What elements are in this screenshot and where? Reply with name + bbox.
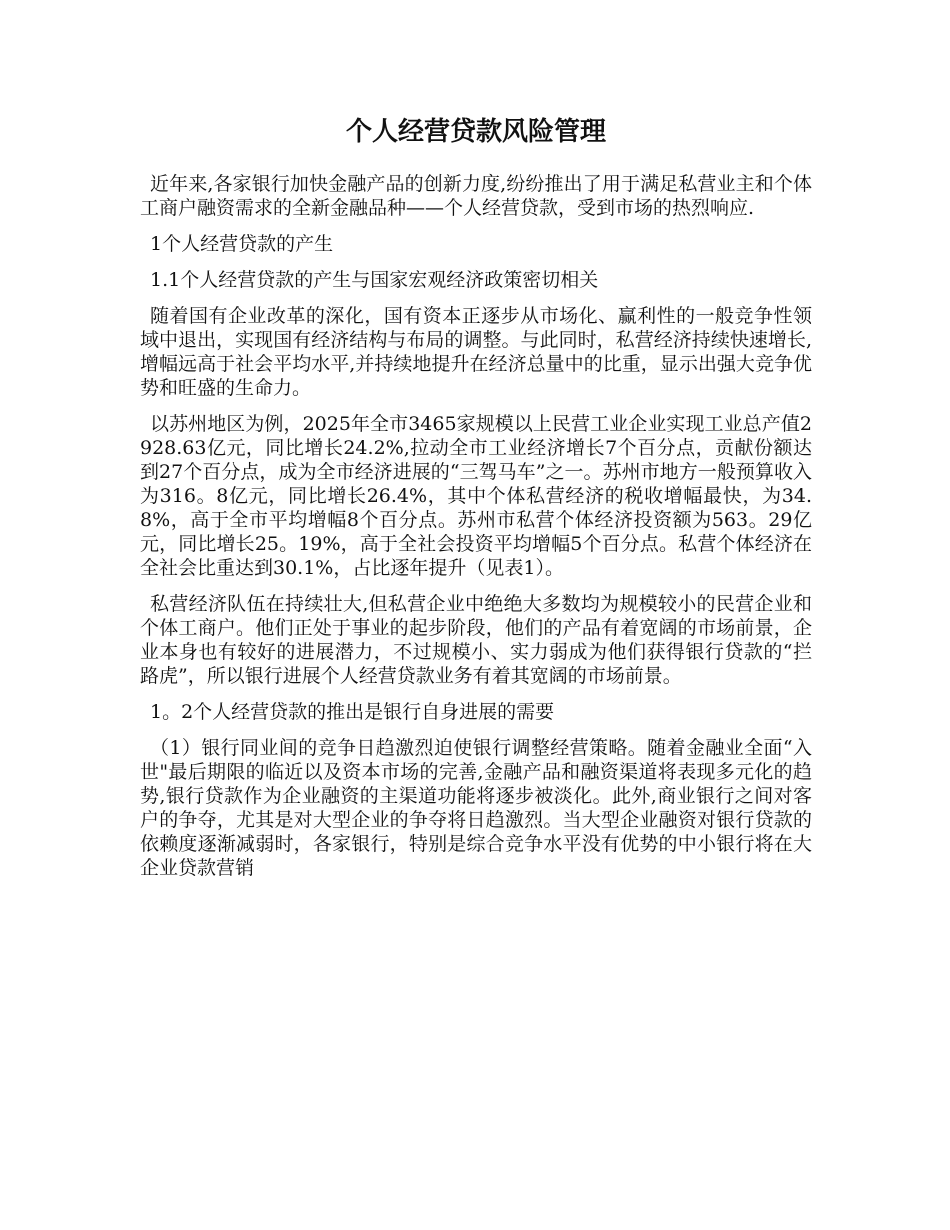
paragraph-suzhou: 以苏州地区为例，2025年全市3465家规模以上民营工业企业实现工业总产值2928.63亿元，同比增长24.2%,拉动全市工业经济增长7个百分点，贡献份额达到27个百分点，成为全市经济进展的“三驾马车”之一。苏州市地方一般预算收入为316。8亿元，同比增长26.4%，其中个体私营经济的税收增幅最快，为34.8%，高于全市平均增幅8个百分点。苏州市私营个体经济投资额为563。29亿元，同比增长25。19%，高于全社会投资平均增幅5个百分点。私营个体经济在全社会比重达到30.1%，占比逐年提升（见表1）。 xyxy=(140,413,812,579)
document-title: 个人经营贷款风险管理 xyxy=(345,117,606,147)
section-heading-1-2: 1。2个人经营贷款的推出是银行自身进展的需要 xyxy=(150,701,555,723)
section-heading-1-1: 1.1个人经营贷款的产生与国家宏观经济政策密切相关 xyxy=(150,269,599,291)
paragraph-private-economy: 私营经济队伍在持续壮大,但私营企业中绝绝大多数均为规模较小的民营企业和个体工商户。他们正处于事业的起步阶段，他们的产品有着宽阔的市场前景，企业本身也有较好的进展潜力，不过规模小、实力弱成为他们获得银行贷款的“拦路虎”，所以银行进展个人经营贷款业务有着其宽阔的市场前景。 xyxy=(140,593,812,687)
paragraph-reform: 随着国有企业改革的深化，国有资本正逐步从市场化、赢利性的一般竞争性领域中退出，实现国有经济结构与布局的调整。与此同时，私营经济持续快速增长,增幅远高于社会平均水平,并持续地提升在经济总量中的比重，显示出强大竞争优势和旺盛的生命力。 xyxy=(140,305,812,399)
paragraph-intro: 近年来,各家银行加快金融产品的创新力度,纷纷推出了用于满足私营业主和个体工商户融资需求的全新金融品种——个人经营贷款，受到市场的热烈响应. xyxy=(140,173,812,219)
paragraph-competition: （1）银行同业间的竞争日趋激烈迫使银行调整经营策略。随着金融业全面“入世"最后期限的临近以及资本市场的完善,金融产品和融资渠道将表现多元化的趋势,银行贷款作为企业融资的主渠道功能将逐步被淡化。此外,商业银行之间对客户的争夺，尤其是对大型企业的争夺将日趋激烈。当大型企业融资对银行贷款的依赖度逐渐减弱时，各家银行，特别是综合竞争水平没有优势的中小银行将在大企业贷款营销 xyxy=(140,737,812,879)
document-body xyxy=(140,112,812,892)
section-heading-1: 1个人经营贷款的产生 xyxy=(150,233,334,255)
